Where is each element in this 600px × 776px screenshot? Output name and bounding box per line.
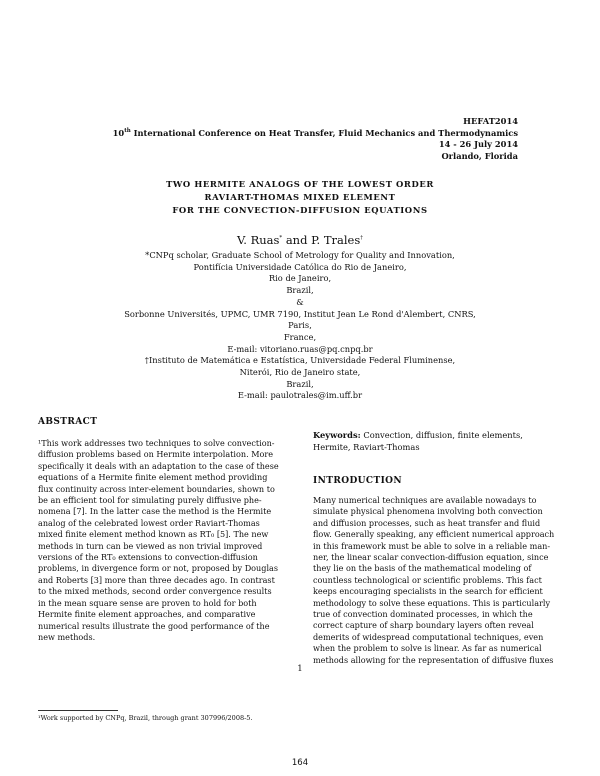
intro-line: simulate physical phenomena involving both convection <box>313 506 543 517</box>
abstract-line: new methods. <box>38 631 96 642</box>
affiliation-line: France, <box>283 331 317 342</box>
affiliation-line: Brazil, <box>286 285 314 296</box>
abstract-line: in the mean square sense are proven to hold for both <box>38 597 257 608</box>
intro-line: keeps encouraging specialists in the search for efficient <box>313 586 543 597</box>
affiliation-line: Pontifícia Universidade Católica do Rio de Janeiro, <box>193 261 407 272</box>
abstract-line: to the mixed methods, second order convergence results <box>38 586 272 597</box>
affiliation-line: Paris, <box>288 320 312 331</box>
email-line[interactable]: E-mail: vitoriano.ruas@pq.cnpq.br <box>227 343 373 354</box>
affiliation-line: & <box>296 296 304 307</box>
abstract-line: diffusion problems based on Hermite interpolation. More <box>38 449 274 460</box>
affiliation-line: Niterói, Rio de Janeiro state, <box>239 367 361 378</box>
affiliation-line: Brazil, <box>286 378 314 389</box>
title-line: FOR THE CONVECTION-DIFFUSION EQUATIONS <box>172 205 428 215</box>
conference-name: HEFAT2014 <box>463 116 518 126</box>
abstract-line: nomena [7]. In the latter case the method is the Hermite <box>38 506 272 517</box>
intro-line: demerits of widespread computational techniques, even <box>313 631 544 642</box>
affiliation-line: Sorbonne Universités, UPMC, UMR 7190, Institut Jean Le Rond d'Alembert, CNRS, <box>124 308 476 319</box>
intro-line: methodology to solve these equations. This is particularly <box>313 597 551 608</box>
intro-line: flow. Generally speaking, any efficient numerical approach <box>313 529 555 540</box>
abstract-line: mixed finite element method known as RT₀ [5]. The new <box>38 529 269 540</box>
page-number: 1 <box>297 664 303 674</box>
conference-header <box>113 116 518 162</box>
intro-line: true of convection dominated processes, in which the <box>313 609 533 620</box>
intro-line: and diffusion processes, such as heat transfer and fluid <box>313 517 541 528</box>
email-line[interactable]: E-mail: paulotrales@im.uff.br <box>237 390 363 401</box>
abstract-line: Hermite finite element approaches, and comparative <box>38 609 256 620</box>
affiliation-line: †Instituto de Matemática e Estatística, Universidade Federal Fluminense, <box>144 355 456 366</box>
abstract-line: versions of the RT₀ extensions to convection-diffusion <box>38 552 258 563</box>
footnote-divider <box>38 710 118 711</box>
title-line: RAVIART-THOMAS MIXED ELEMENT <box>204 192 396 202</box>
conference-full-name: 10th International Conference on Heat Transfer, Fluid Mechanics and Thermodynamics <box>112 127 518 138</box>
paper-title <box>0 178 600 217</box>
conference-dates: 14 - 26 July 2014 <box>438 139 518 150</box>
funding-footnote: ¹Work supported by CNPq, Brazil, through grant 307996/2008-5. <box>38 714 253 722</box>
keywords-list: Convection, diffusion, finite elements, <box>360 430 523 440</box>
keywords-block <box>313 430 563 453</box>
abstract-body <box>38 438 290 643</box>
title-line: TWO HERMITE ANALOGS OF THE LOWEST ORDER <box>166 179 434 189</box>
intro-line: ner, the linear scalar convection-diffusion equation, since <box>313 552 549 563</box>
introduction-body <box>313 495 565 666</box>
abstract-line: specifically it deals with an adaptation to the case of these <box>38 460 279 471</box>
intro-line: when the problem to solve is linear. As far as numerical <box>313 643 542 654</box>
intro-line: they lie on the basis of the mathematical modeling of <box>313 563 532 574</box>
abstract-line: and Roberts [3] more than three decades ago. In contrast <box>38 574 275 585</box>
abstract-line: methods in turn can be viewed as non trivial improved <box>38 540 263 551</box>
proceedings-page-number: 164 <box>291 758 309 768</box>
affiliations <box>0 250 600 402</box>
author-list: V. Ruas* and P. Trales† <box>236 233 363 247</box>
affiliation-line: *CNPq scholar, Graduate School of Metrology for Quality and Innovation, <box>145 250 455 260</box>
keywords-label: Keywords: <box>313 430 361 440</box>
abstract-line: analog of the celebrated lowest order Raviart-Thomas <box>38 517 260 528</box>
abstract-line: be an efficient tool for simulating purely diffusive phe- <box>38 495 262 506</box>
abstract-line: equations of a Hermite finite element method providing <box>38 472 268 483</box>
affiliation-line: Rio de Janeiro, <box>268 273 332 284</box>
intro-line: correct capture of sharp boundary layers often reveal <box>313 620 534 631</box>
intro-line: methods allowing for the representation of diffusive fluxes <box>313 654 554 665</box>
intro-line: countless technological or scientific problems. This fact <box>313 574 542 585</box>
author-name: P. Trales <box>311 233 361 247</box>
keywords-list: Hermite, Raviart-Thomas <box>313 441 420 452</box>
abstract-line: problems, in divergence form or not, proposed by Douglas <box>38 563 279 574</box>
abstract-heading: ABSTRACT <box>38 417 98 427</box>
abstract-line: numerical results illustrate the good performance of the <box>38 620 270 631</box>
intro-line: Many numerical techniques are available nowadays to <box>313 495 537 505</box>
intro-line: in this framework must be able to solve in a reliable man- <box>313 540 551 551</box>
abstract-line: ¹This work addresses two techniques to solve convection- <box>38 438 275 448</box>
author-name: V. Ruas <box>236 233 280 247</box>
introduction-heading: INTRODUCTION <box>313 476 403 486</box>
abstract-line: flux continuity across inter-element boundaries, shown to <box>38 483 275 494</box>
conference-location: Orlando, Florida <box>441 150 518 161</box>
